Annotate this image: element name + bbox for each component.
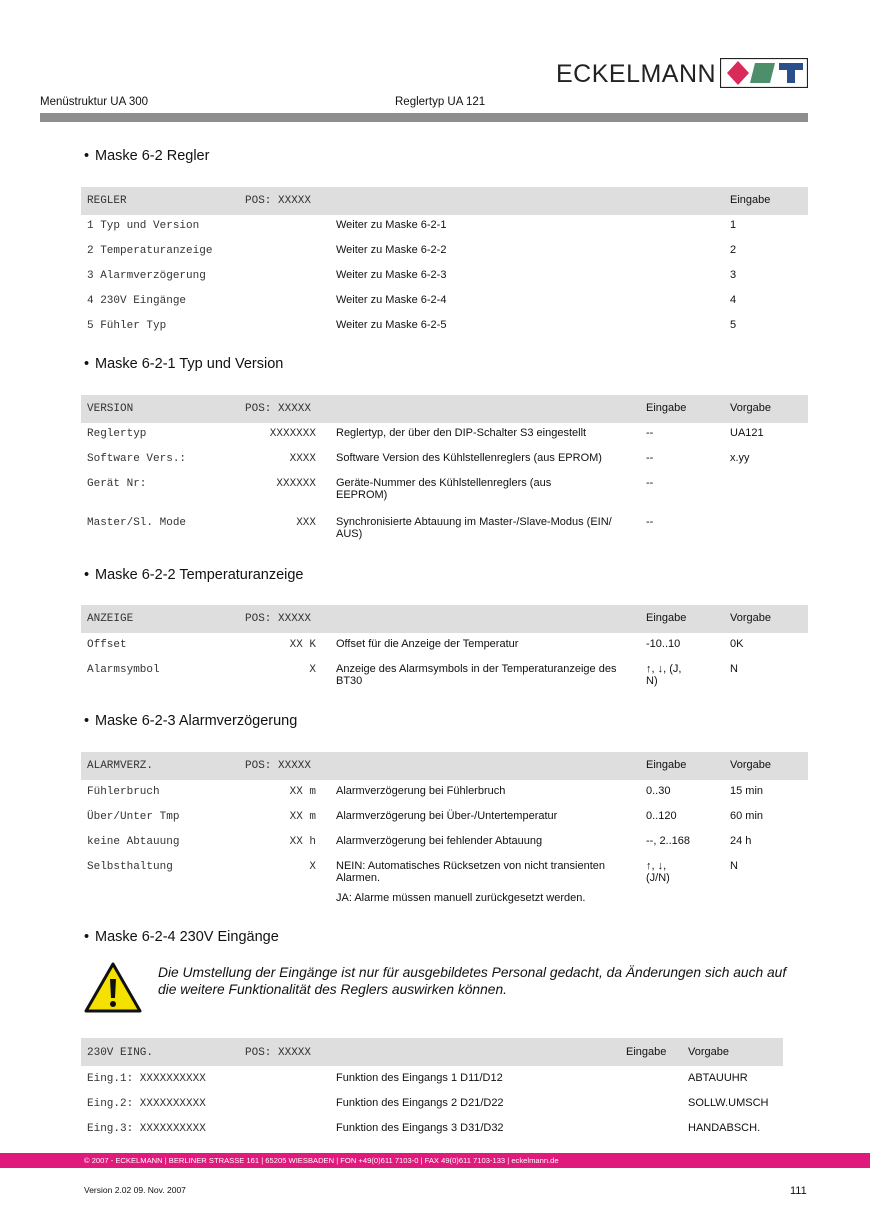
row-desc: Weiter zu Maske 6-2-2 bbox=[336, 244, 447, 256]
row-name: 2 Temperaturanzeige bbox=[87, 245, 213, 257]
row-value: XX h bbox=[289, 836, 316, 848]
row-eingabe: ↑, ↓, (J/N) bbox=[646, 860, 670, 884]
section-title-6-2-2: • Maske 6-2-2 Temperaturanzeige bbox=[84, 567, 304, 583]
row-name: Gerät Nr: bbox=[87, 478, 147, 490]
row-desc: Funktion des Eingangs 3 D31/D32 bbox=[336, 1122, 504, 1134]
row-eingabe: -- bbox=[646, 452, 654, 464]
row-vorgabe: x.yy bbox=[730, 452, 750, 464]
row-vorgabe: 24 h bbox=[730, 835, 752, 847]
table-head-name: ANZEIGE bbox=[87, 613, 134, 625]
row-eingabe: 3 bbox=[730, 269, 737, 281]
row-vorgabe: UA121 bbox=[730, 427, 764, 439]
section-title-6-2-3: • Maske 6-2-3 Alarmverzögerung bbox=[84, 713, 298, 729]
row-eingabe: --, 2..168 bbox=[646, 835, 691, 847]
row-desc: Alarmverzögerung bei fehlender Abtauung bbox=[336, 835, 543, 847]
row-name: 1 Typ und Version bbox=[87, 220, 200, 232]
table-head-eingabe: Eingabe bbox=[730, 194, 771, 206]
row-desc: Software Version des Kühlstellenreglers (aus EPROM) bbox=[336, 452, 602, 464]
row-eingabe: 0..120 bbox=[646, 810, 677, 822]
row-name: Eing.2: XXXXXXXXXX bbox=[87, 1098, 206, 1110]
section-title-6-2-4: • Maske 6-2-4 230V Eingänge bbox=[84, 929, 279, 945]
table-head-pos: POS: XXXXX bbox=[245, 195, 312, 207]
table-header-regler bbox=[81, 187, 808, 215]
header-controller-type: Reglertyp UA 121 bbox=[395, 96, 486, 108]
header-doc-title: Menüstruktur UA 300 bbox=[40, 96, 149, 108]
row-eingabe: -- bbox=[646, 516, 654, 528]
row-desc: Weiter zu Maske 6-2-4 bbox=[336, 294, 447, 306]
table-head-pos: POS: XXXXX bbox=[245, 613, 312, 625]
row-value: XXXX bbox=[289, 453, 316, 465]
table-head-eingabe: Eingabe bbox=[626, 1046, 667, 1058]
row-vorgabe: N bbox=[730, 663, 738, 675]
version-info: Version 2.02 09. Nov. 2007 bbox=[84, 1185, 186, 1195]
table-header-alarmverz bbox=[81, 752, 808, 780]
table-head-name: 230V EING. bbox=[87, 1047, 154, 1059]
row-value: XXX bbox=[296, 517, 316, 529]
page-number: 111 bbox=[790, 1185, 807, 1197]
row-desc: Funktion des Eingangs 2 D21/D22 bbox=[336, 1097, 504, 1109]
row-eingabe: ↑, ↓, (J, N) bbox=[646, 663, 682, 687]
row-eingabe: 0..30 bbox=[646, 785, 671, 797]
row-name: keine Abtauung bbox=[87, 836, 180, 848]
table-header-anzeige bbox=[81, 605, 808, 633]
row-name: 4 230V Eingänge bbox=[87, 295, 187, 307]
row-vorgabe: 60 min bbox=[730, 810, 764, 822]
row-name: 3 Alarmverzögerung bbox=[87, 270, 206, 282]
table-head-name: REGLER bbox=[87, 195, 127, 207]
table-head-eingabe: Eingabe bbox=[646, 612, 687, 624]
header-divider bbox=[40, 113, 808, 122]
row-name: Eing.3: XXXXXXXXXX bbox=[87, 1123, 206, 1135]
row-eingabe: 4 bbox=[730, 294, 737, 306]
table-head-pos: POS: XXXXX bbox=[245, 403, 312, 415]
table-head-vorgabe: Vorgabe bbox=[730, 759, 771, 771]
table-head-vorgabe: Vorgabe bbox=[730, 402, 771, 414]
row-value: XX K bbox=[289, 639, 316, 651]
section-title-6-2-1: • Maske 6-2-1 Typ und Version bbox=[84, 356, 284, 372]
row-vorgabe: SOLLW.UMSCH bbox=[688, 1097, 769, 1109]
row-eingabe: 2 bbox=[730, 244, 737, 256]
warning-text: Die Umstellung der Eingänge ist nur für ausgebildetes Personal gedacht, da Änderungen sich auch auf die weitere Funktionalität des Reglers auswirken können. bbox=[158, 965, 787, 997]
brand-logo-text: ECKELMANN bbox=[556, 60, 717, 88]
row-name: Selbsthaltung bbox=[87, 861, 173, 873]
row-name: Reglertyp bbox=[87, 428, 147, 440]
row-desc: NEIN: Automatisches Rücksetzen von nicht transienten Alarmen. bbox=[336, 860, 606, 884]
table-head-vorgabe: Vorgabe bbox=[730, 612, 771, 624]
table-head-eingabe: Eingabe bbox=[646, 759, 687, 771]
row-name: Über/Unter Tmp bbox=[87, 811, 180, 823]
row-desc: Synchronisierte Abtauung im Master-/Slave-Modus (EIN/ AUS) bbox=[336, 516, 612, 540]
row-eingabe: -- bbox=[646, 477, 654, 489]
row-name: Software Vers.: bbox=[87, 453, 187, 465]
row-desc: Offset für die Anzeige der Temperatur bbox=[336, 638, 519, 650]
row-value: XX m bbox=[289, 786, 316, 798]
table-head-name: VERSION bbox=[87, 403, 134, 415]
row-eingabe: -- bbox=[646, 427, 654, 439]
table-header-version bbox=[81, 395, 808, 423]
section-title-6-2: • Maske 6-2 Regler bbox=[84, 148, 210, 164]
table-head-eingabe: Eingabe bbox=[646, 402, 687, 414]
row-desc: Weiter zu Maske 6-2-1 bbox=[336, 219, 447, 231]
row-name: Eing.1: XXXXXXXXXX bbox=[87, 1073, 206, 1085]
row-value: X bbox=[309, 861, 316, 873]
row-desc: Anzeige des Alarmsymbols in der Temperaturanzeige des BT30 bbox=[336, 663, 617, 687]
row-eingabe: 1 bbox=[730, 219, 737, 231]
row-desc: Weiter zu Maske 6-2-5 bbox=[336, 319, 447, 331]
row-name: Alarmsymbol bbox=[87, 664, 160, 676]
row-value: XXXXXX bbox=[276, 478, 316, 490]
row-vorgabe: 0K bbox=[730, 638, 744, 650]
table-head-pos: POS: XXXXX bbox=[245, 760, 312, 772]
row-desc: Weiter zu Maske 6-2-3 bbox=[336, 269, 447, 281]
row-eingabe: -10..10 bbox=[646, 638, 681, 650]
row-value: XXXXXXX bbox=[269, 428, 316, 440]
brand-logo-icon bbox=[720, 58, 808, 93]
row-vorgabe: N bbox=[730, 860, 738, 872]
row-desc: Funktion des Eingangs 1 D11/D12 bbox=[336, 1072, 503, 1084]
row-name: Fühlerbruch bbox=[87, 786, 160, 798]
row-name: Offset bbox=[87, 639, 127, 651]
row-name: Master/Sl. Mode bbox=[87, 517, 187, 529]
table-head-vorgabe: Vorgabe bbox=[688, 1046, 729, 1058]
row-desc-note: JA: Alarme müssen manuell zurückgesetzt werden. bbox=[336, 892, 586, 904]
row-desc: Geräte-Nummer des Kühlstellenreglers (aus EEPROM) bbox=[336, 477, 552, 501]
row-name: 5 Fühler Typ bbox=[87, 320, 167, 332]
row-vorgabe: ABTAUUHR bbox=[688, 1072, 748, 1084]
footer-address: © 2007 - ECKELMANN | BERLINER STRASSE 161 | 65205 WIESBADEN | FON +49(0)611 7103-0 | FAX 49(0)611 7103-133 | eckelmann.de bbox=[84, 1156, 559, 1165]
row-vorgabe: 15 min bbox=[730, 785, 764, 797]
row-desc: Reglertyp, der über den DIP-Schalter S3 eingestellt bbox=[336, 427, 587, 439]
row-value: X bbox=[309, 664, 316, 676]
row-value: XX m bbox=[289, 811, 316, 823]
row-eingabe: 5 bbox=[730, 319, 737, 331]
table-head-pos: POS: XXXXX bbox=[245, 1047, 312, 1059]
row-vorgabe: HANDABSCH. bbox=[688, 1122, 761, 1134]
row-desc: Alarmverzögerung bei Fühlerbruch bbox=[336, 785, 506, 797]
warning-icon bbox=[84, 962, 142, 1019]
row-desc: Alarmverzögerung bei Über-/Untertemperatur bbox=[336, 810, 558, 822]
table-head-name: ALARMVERZ. bbox=[87, 760, 154, 772]
table-header-230v bbox=[81, 1038, 783, 1066]
